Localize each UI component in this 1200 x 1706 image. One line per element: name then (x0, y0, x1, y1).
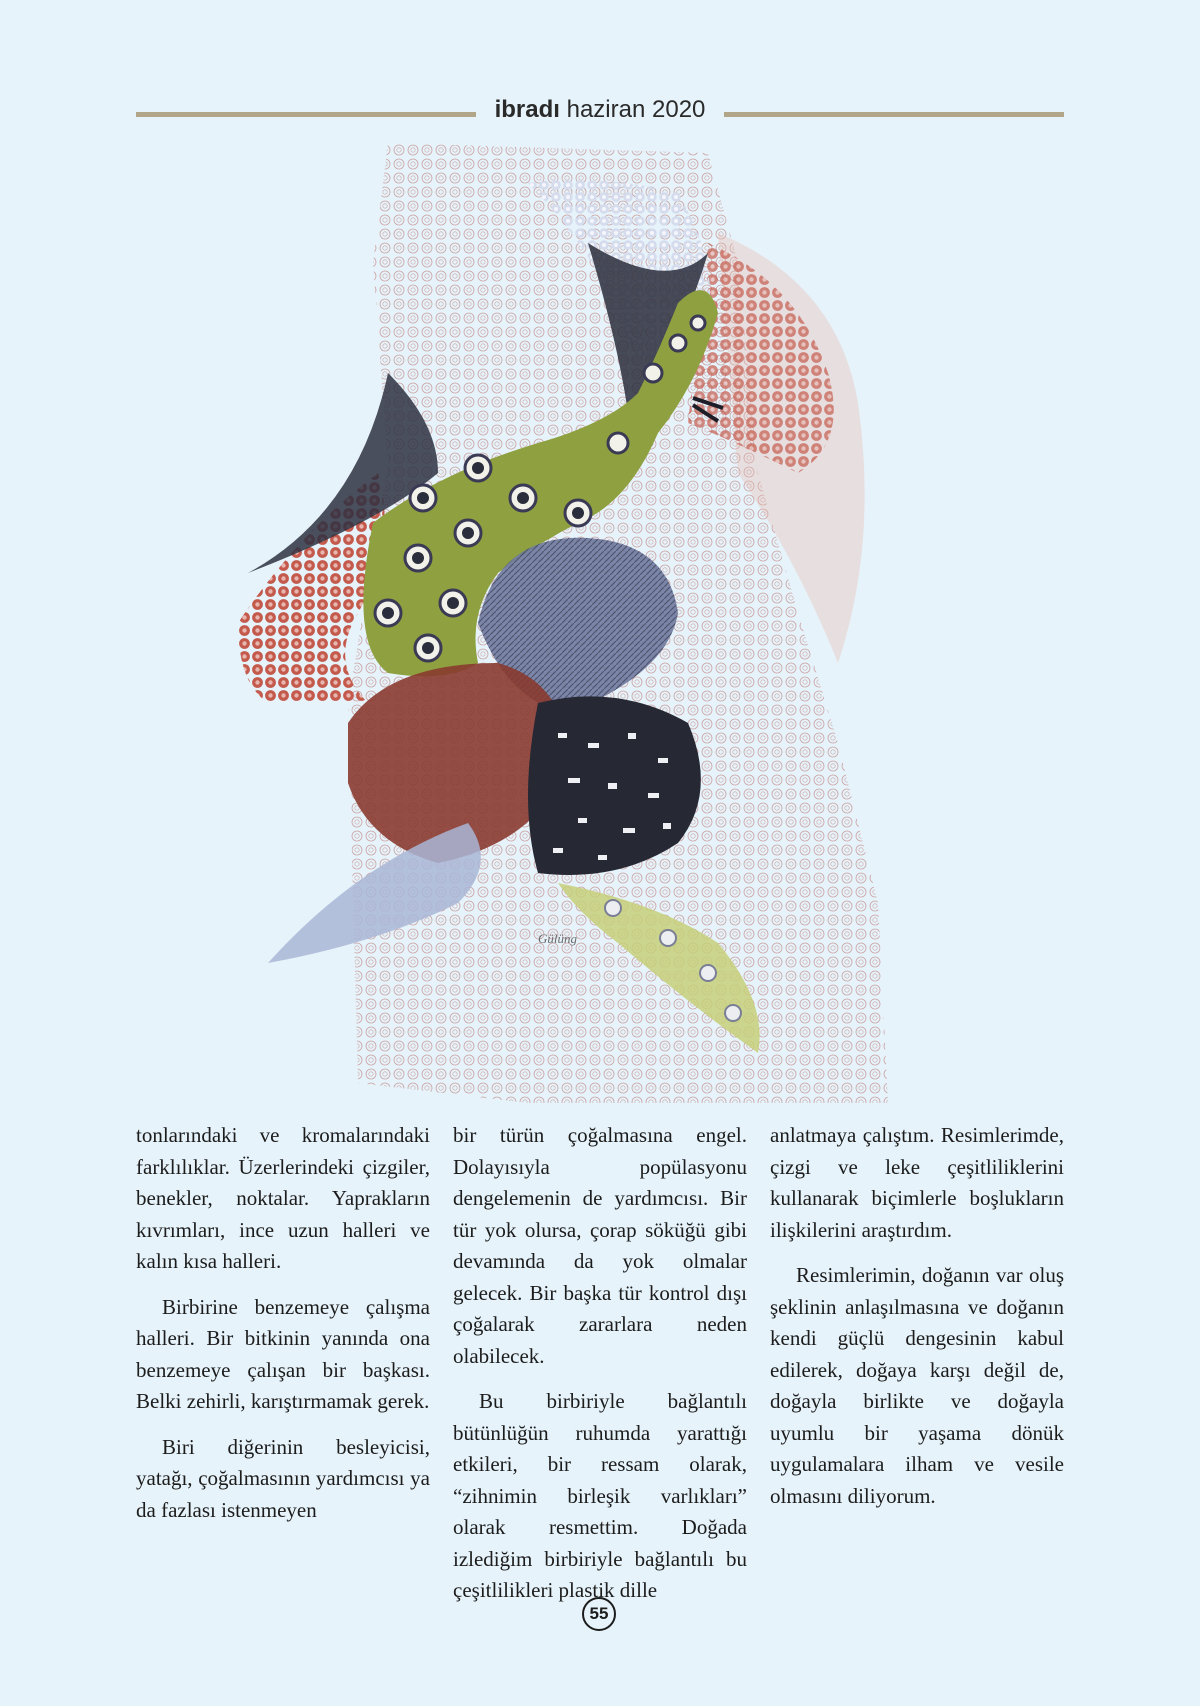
text-column-3 (770, 1120, 1064, 1526)
artwork-illustration (238, 143, 964, 1103)
paragraph: Resimlerimin, doğanın var oluş şeklinin anlaşılmasına ve doğanın kendi güçlü dengesinin kabul edilerek, doğaya karşı değil de, doğayla birlikte ve doğayla uyumlu bir yaşama dönük uygulamalara ilham ve vesile olmasını diliyorum. (770, 1263, 1064, 1508)
paragraph: Biri diğerinin besleyicisi, yatağı, çoğalmasının yardımcısı ya da fazlası istenmeyen (136, 1434, 430, 1522)
article-body (136, 1120, 1064, 1602)
paragraph: anlatmaya çalıştım. Resimlerimde, çizgi ve leke çeşitliliklerini kullanarak biçimlerle boşlukların ilişkilerini araştırdım. (770, 1123, 1064, 1242)
paragraph: bir türün çoğalmasına engel. Dolayısıyla popülasyonu dengelemenin de yardımcısı. Bir tür yok olursa, çorap söküğü gibi devamında da yok olmalar gelecek. Bir başka tür kontrol dışı çoğalarak zararlara neden olabilecek. (453, 1123, 747, 1368)
paragraph: tonlarındaki ve kromalarındaki farklılıklar. Üzerlerindeki çizgiler, benekler, noktalar. Yaprakların kıvrımları, ince uzun halleri ve kalın kısa halleri. (136, 1123, 430, 1273)
header-rule-right (724, 112, 1064, 117)
paragraph: Birbirine benzemeye çalışma halleri. Bir bitkinin yanında ona benzemeye çalışan bir başkası. Belki zehirli, karıştırmamak gerek. (136, 1294, 430, 1413)
issue-date: haziran 2020 (566, 96, 706, 123)
text-column-2 (453, 1120, 747, 1621)
page-header (136, 92, 1064, 132)
running-title (488, 92, 712, 128)
header-rule-left (136, 112, 476, 117)
page-number: 55 (582, 1597, 616, 1631)
artist-signature: Gülüng (538, 931, 577, 946)
paragraph: Bu birbiriyle bağlantılı bütünlüğün ruhumda yarattığı etkileri, bir ressam olarak, “zihnimin birleşik varlıkları” olarak resmettim. Doğada izlediğim birbiriyle bağlantılı bu çeşitlilikleri plastik dille (453, 1389, 747, 1602)
text-column-1 (136, 1120, 430, 1540)
magazine-brand: ibradı (494, 96, 560, 123)
